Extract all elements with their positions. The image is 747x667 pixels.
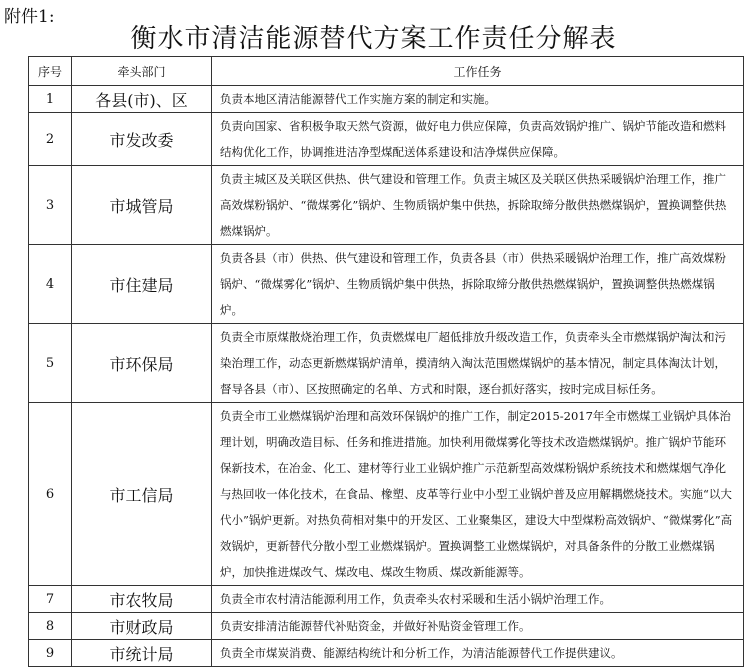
work-task: 负责全市煤炭消费、能源结构统计和分析工作，为清洁能源替代工作提供建议。 — [212, 640, 744, 667]
header-dept: 牵头部门 — [72, 57, 212, 86]
work-task: 负责向国家、省积极争取天然气资源，做好电力供应保障，负责高效锅炉推广、锅炉节能改造和燃料结构优化工作，协调推进洁净型煤配送体系建设和洁净煤供应保障。 — [212, 113, 744, 166]
lead-department: 市农牧局 — [72, 586, 212, 613]
lead-department: 市统计局 — [72, 640, 212, 667]
table-row — [29, 245, 744, 324]
table-row — [29, 86, 744, 113]
work-task: 负责全市农村清洁能源利用工作，负责牵头农村采暖和生活小锅炉治理工作。 — [212, 586, 744, 613]
row-number: 7 — [29, 586, 72, 613]
table-row — [29, 166, 744, 245]
document-title: 衡水市清洁能源替代方案工作责任分解表 — [130, 24, 617, 54]
work-task: 负责全市原煤散烧治理工作，负责燃煤电厂超低排放升级改造工作，负责牵头全市燃煤锅炉淘汰和污染治理工作，动态更新燃煤锅炉清单，摸清纳入淘汰范围燃煤锅炉的基本情况，制定具体淘汰计划，督导各县（市）、区按照确定的名单、方式和时限，逐台抓好落实，按时完成目标任务。 — [212, 324, 744, 403]
table-row — [29, 586, 744, 613]
attachment-label: 附件1: — [4, 7, 55, 27]
table-row — [29, 640, 744, 667]
table-row — [29, 403, 744, 586]
row-number: 6 — [29, 403, 72, 586]
row-number: 8 — [29, 613, 72, 640]
row-number: 1 — [29, 86, 72, 113]
table-row — [29, 613, 744, 640]
header-no: 序号 — [29, 57, 72, 86]
lead-department: 市财政局 — [72, 613, 212, 640]
table-row — [29, 113, 744, 166]
lead-department: 市发改委 — [72, 113, 212, 166]
work-task: 负责安排清洁能源替代补贴资金，并做好补贴资金管理工作。 — [212, 613, 744, 640]
row-number: 3 — [29, 166, 72, 245]
lead-department: 市住建局 — [72, 245, 212, 324]
lead-department: 市城管局 — [72, 166, 212, 245]
lead-department: 各县(市)、区 — [72, 86, 212, 113]
work-task: 负责全市工业燃煤锅炉治理和高效环保锅炉的推广工作，制定2015-2017年全市燃煤工业锅炉具体治理计划，明确改造目标、任务和推进措施。加快利用微煤雾化等技术改造燃煤锅炉。推广锅炉节能环保新技术，在冶金、化工、建材等行业工业锅炉推广示范新型高效煤粉锅炉系统技术和燃煤烟气净化与热回收一体化技术，在食品、橡塑、皮革等行业中小型工业锅炉普及应用解耦燃烧技术。实施“以大代小”锅炉更新。对热负荷相对集中的开发区、工业聚集区，建设大中型煤粉高效锅炉、“微煤雾化”高效锅炉，更新替代分散小型工业燃煤锅炉。置换调整工业燃煤锅炉，对具备条件的分散工业燃煤锅炉，加快推进煤改气、煤改电、煤改生物质、煤改新能源等。 — [212, 403, 744, 586]
lead-department: 市工信局 — [72, 403, 212, 586]
lead-department: 市环保局 — [72, 324, 212, 403]
work-task: 负责本地区清洁能源替代工作实施方案的制定和实施。 — [212, 86, 744, 113]
work-task: 负责主城区及关联区供热、供气建设和管理工作。负责主城区及关联区供热采暖锅炉治理工作，推广高效煤粉锅炉、“微煤雾化”锅炉、生物质锅炉集中供热，拆除取缔分散供热燃煤锅炉，置换调整供热燃煤锅炉。 — [212, 166, 744, 245]
header-task: 工作任务 — [212, 57, 744, 86]
table-row — [29, 324, 744, 403]
responsibility-table — [28, 56, 744, 667]
table-header-row — [29, 57, 744, 86]
row-number: 2 — [29, 113, 72, 166]
row-number: 4 — [29, 245, 72, 324]
work-task: 负责各县（市）供热、供气建设和管理工作，负责各县（市）供热采暖锅炉治理工作，推广高效煤粉锅炉、“微煤雾化”锅炉、生物质锅炉集中供热，拆除取缔分散供热燃煤锅炉，置换调整供热燃煤锅炉。 — [212, 245, 744, 324]
row-number: 5 — [29, 324, 72, 403]
row-number: 9 — [29, 640, 72, 667]
